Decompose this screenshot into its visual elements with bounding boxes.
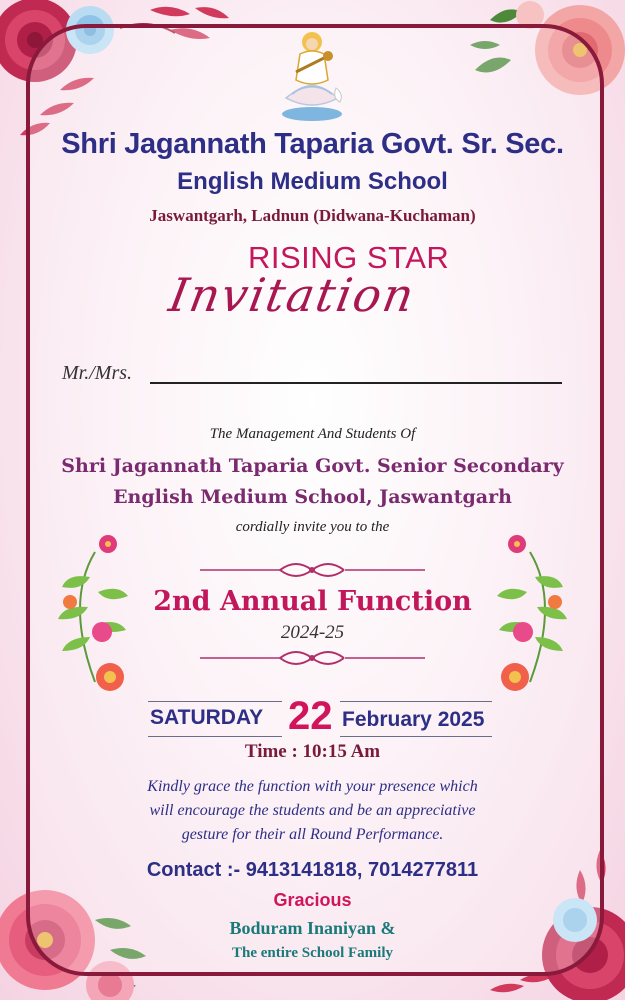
- invite-text: cordially invite you to the: [235, 519, 390, 535]
- school-address: Jaswantgarh, Ladnun (Didwana-Kuchaman): [149, 206, 476, 225]
- event-day: SATURDAY: [150, 706, 264, 729]
- guest-name-blank-line: [150, 382, 562, 384]
- message-line2: will encourage the students and be an appreciative: [149, 802, 476, 819]
- date-bottom-line-left: [148, 736, 282, 737]
- top-ornament-divider: [200, 558, 425, 582]
- invitation-script-title: Invitation: [165, 268, 420, 322]
- date-top-line-left: [148, 701, 282, 702]
- event-date-number: 22: [288, 694, 333, 738]
- saraswati-goddess-icon: [276, 28, 348, 124]
- school-name-line1: Shri Jagannath Taparia Govt. Sr. Sec.: [61, 128, 564, 160]
- school-name-line2: English Medium School: [177, 168, 448, 195]
- management-text: The Management And Students Of: [209, 426, 416, 442]
- contact-numbers: Contact :- 9413141818, 7014277811: [146, 859, 479, 881]
- host-name: Boduram Inaniyan &: [229, 918, 396, 938]
- bottom-ornament-divider: [200, 646, 425, 670]
- event-time: Time : 10:15 Am: [244, 741, 381, 762]
- event-month-year: February 2025: [342, 708, 485, 731]
- message-line1: Kindly grace the function with your presence which: [147, 778, 478, 795]
- rising-star-title: RISING STAR: [248, 240, 450, 275]
- event-name: 2nd Annual Function: [153, 586, 472, 617]
- date-top-line-right: [340, 701, 492, 702]
- host-school-line1: Shri Jagannath Taparia Govt. Senior Secondary: [61, 455, 564, 477]
- message-line3: gesture for their all Round Performance.: [181, 826, 444, 843]
- event-year: 2024-25: [280, 622, 345, 643]
- host-school-line2: English Medium School, Jaswantgarh: [113, 486, 512, 508]
- gracious-label: Gracious: [273, 890, 352, 910]
- guest-name-label: Mr./Mrs.: [62, 362, 133, 384]
- date-bottom-line-right: [340, 736, 492, 737]
- host-family: The entire School Family: [232, 945, 393, 961]
